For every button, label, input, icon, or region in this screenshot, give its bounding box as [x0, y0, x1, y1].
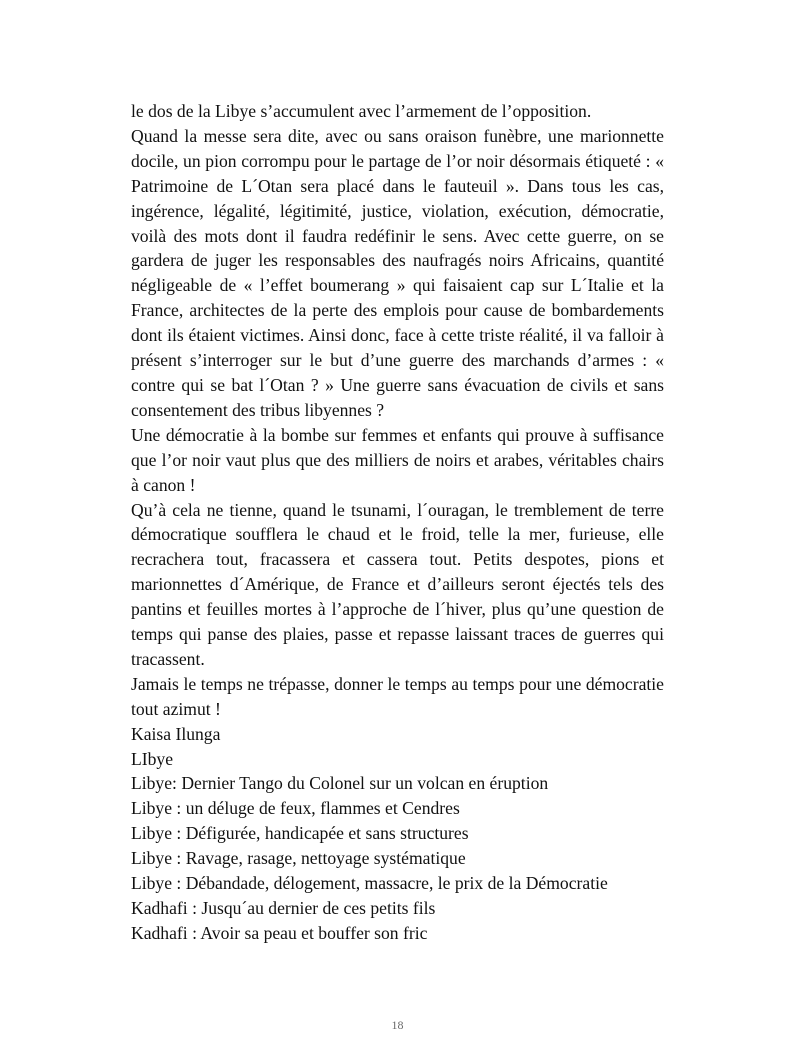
- title-item-5: Libye : Débandade, délogement, massacre, le prix de la Démocratie: [131, 873, 608, 894]
- page-number: 18: [391, 1018, 404, 1032]
- paragraph-4: Qu’à cela ne tienne, quand le tsunami, l´ouragan, le tremblement de terre démocratique soufflera le chaud et le froid, telle la mer, furieuse, elle recrachera tout, fracassera et cassera tout. Petits despotes, pions et marionnettes d´Amérique, de France et d’ailleurs seront éjectés tels des pantins et feuilles mortes à l’approche de l´hiver, plus qu’une question de temps qui panse des plaies, passe et repasse laissant traces de guerres qui tracassent.: [131, 499, 664, 669]
- title-item-2: Libye : un déluge de feux, flammes et Cendres: [131, 798, 460, 819]
- paragraph-2: Quand la messe sera dite, avec ou sans oraison funèbre, une marionnette docile, un pion corrompu pour le partage de l’or noir désormais étiqueté : « Patrimoine de L´Otan sera placé dans le fauteuil ». Dans tous les cas, ingérence, légalité, légitimité, justice, violation, exécution, démocratie, voilà des mots dont il faudra redéfinir le sens. Avec cette guerre, on se gardera de juger les responsables des naufragés noirs Africains, quantité négligeable de « l’effet boumerang » qui faisaient cap sur L´Italie et la France, architectes de la perte des emplois pour cause de bombardements dont ils étaient victimes. Ainsi donc, face à cette triste réalité, il va falloir à présent s’interroger sur le but d’une guerre des marchands d’armes : « contre qui se bat l´Otan ? » Une guerre sans évacuation de civils et sans consentement des tribus libyennes ?: [131, 125, 664, 420]
- document-body: [131, 99, 664, 946]
- paragraph-1: le dos de la Libye s’accumulent avec l’armement de l’opposition.: [131, 101, 592, 121]
- title-item-1: Libye: Dernier Tango du Colonel sur un volcan en éruption: [131, 773, 549, 794]
- title-item-6: Kadhafi : Jusqu´au dernier de ces petits fils: [131, 898, 436, 918]
- title-item-3: Libye : Défigurée, handicapée et sans structures: [131, 823, 469, 844]
- paragraph-3: Une démocratie à la bombe sur femmes et enfants qui prouve à suffisance que l’or noir vaut plus que des milliers de noirs et arabes, véritables chairs à canon !: [131, 424, 664, 495]
- paragraph-5: Jamais le temps ne trépasse, donner le temps au temps pour une démocratie tout azimut !: [131, 673, 664, 719]
- author-name: Kaisa Ilunga: [131, 723, 221, 744]
- title-item-4: Libye : Ravage, rasage, nettoyage systématique: [131, 848, 466, 869]
- list-heading: LIbye: [131, 748, 174, 769]
- title-item-7: Kadhafi : Avoir sa peau et bouffer son fric: [131, 922, 428, 943]
